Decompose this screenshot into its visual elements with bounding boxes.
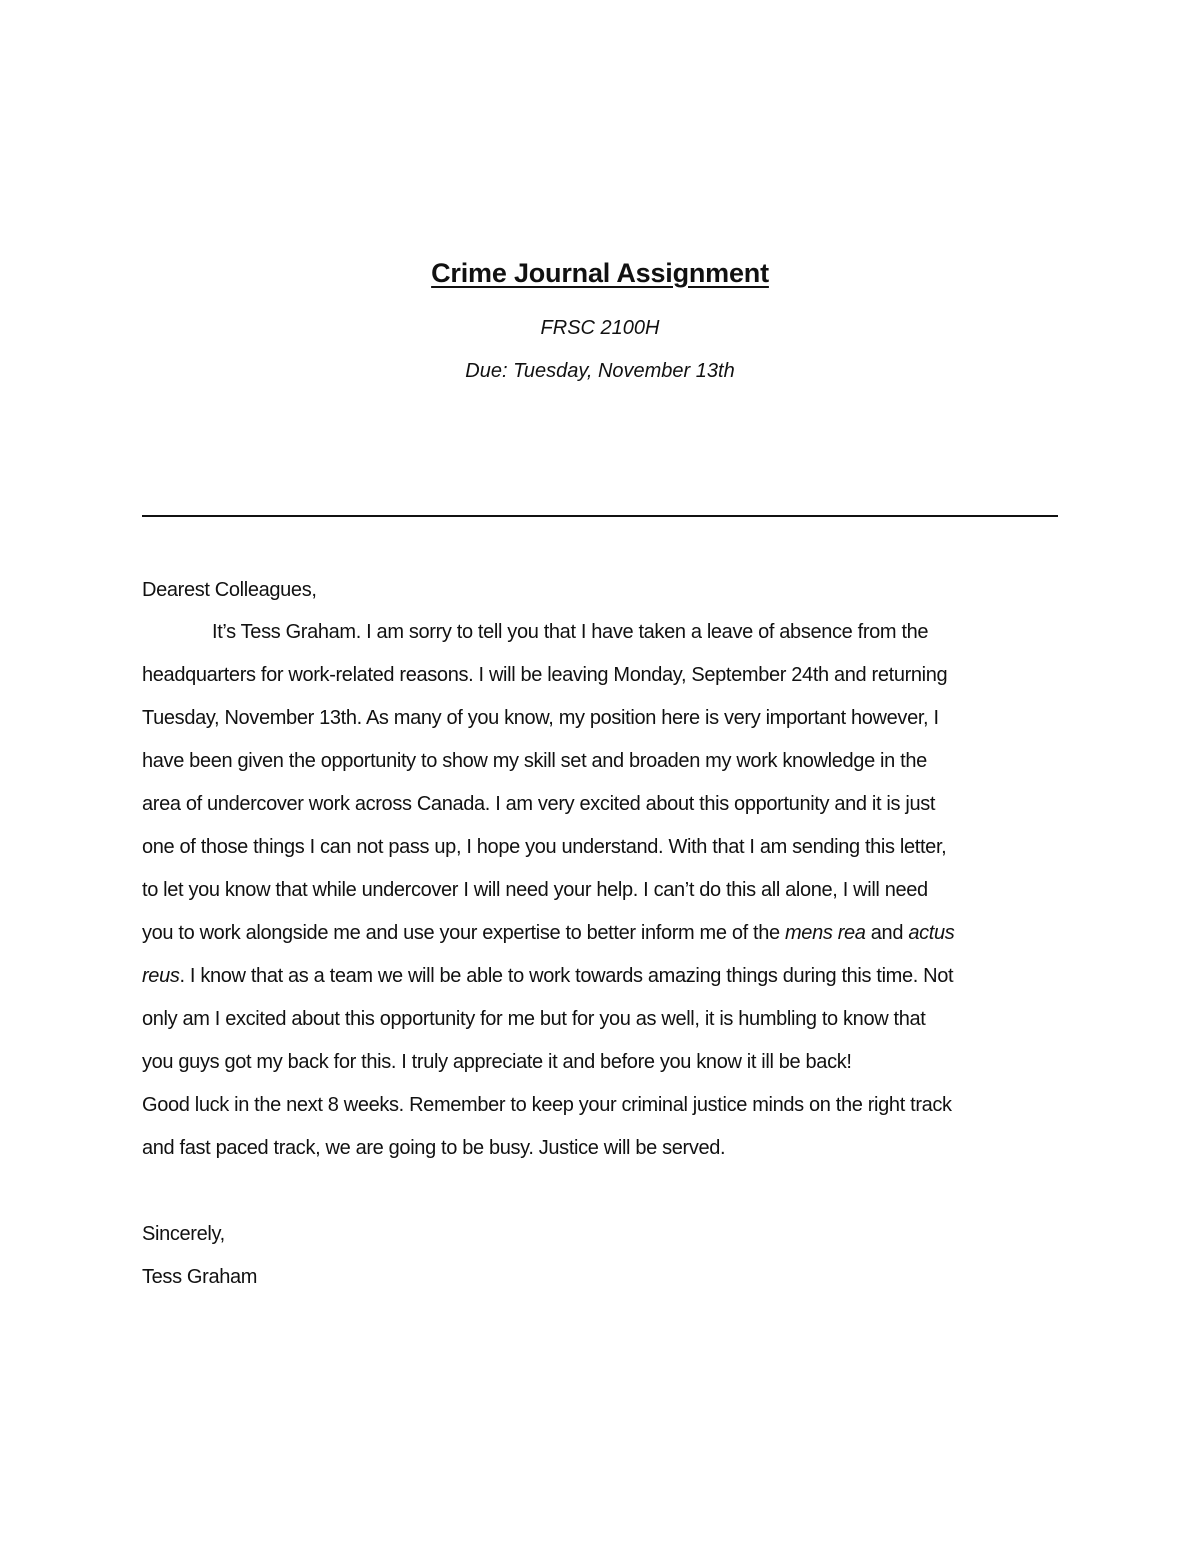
body-line: one of those things I can not pass up, I hope you understand. With that I am sending this letter, <box>142 836 947 858</box>
salutation: Dearest Colleagues, <box>142 579 317 601</box>
body-line: only am I excited about this opportunity for me but for you as well, it is humbling to know that <box>142 1008 926 1030</box>
italic-term-reus: reus <box>142 965 180 987</box>
body-text-segment: you to work alongside me and use your expertise to better inform me of the <box>142 922 785 944</box>
horizontal-divider <box>142 515 1058 517</box>
italic-term-actus: actus <box>908 922 955 944</box>
body-line: Good luck in the next 8 weeks. Remember to keep your criminal justice minds on the right track <box>142 1094 952 1116</box>
italic-term-mens-rea: mens rea <box>785 922 866 944</box>
signature-name: Tess Graham <box>142 1266 258 1288</box>
body-line-actus-reus <box>142 955 1062 998</box>
closing: Sincerely, <box>142 1223 225 1245</box>
body-line: Tuesday, November 13th. As many of you know, my position here is very important however, I <box>142 707 939 729</box>
body-line: you guys got my back for this. I truly appreciate it and before you know it ill be back! <box>142 1051 852 1073</box>
body-line-mens-rea <box>142 912 1062 955</box>
body-text-segment: and <box>865 922 909 944</box>
body-line: have been given the opportunity to show my skill set and broaden my work knowledge in the <box>142 750 927 772</box>
body-line: headquarters for work-related reasons. I will be leaving Monday, September 24th and returning <box>142 664 948 686</box>
body-line: area of undercover work across Canada. I am very excited about this opportunity and it is just <box>142 793 936 815</box>
document-title: Crime Journal Assignment <box>431 258 769 288</box>
body-line: and fast paced track, we are going to be busy. Justice will be served. <box>142 1137 726 1159</box>
body-text-segment: . I know that as a team we will be able to work towards amazing things during this time. Not <box>179 965 954 987</box>
due-date: Due: Tuesday, November 13th <box>465 360 735 382</box>
body-line: It’s Tess Graham. I am sorry to tell you that I have taken a leave of absence from the <box>212 621 929 643</box>
letter-body <box>142 611 1062 1170</box>
body-line: to let you know that while undercover I will need your help. I can’t do this all alone, I will need <box>142 879 928 901</box>
course-code: FRSC 2100H <box>540 317 660 339</box>
